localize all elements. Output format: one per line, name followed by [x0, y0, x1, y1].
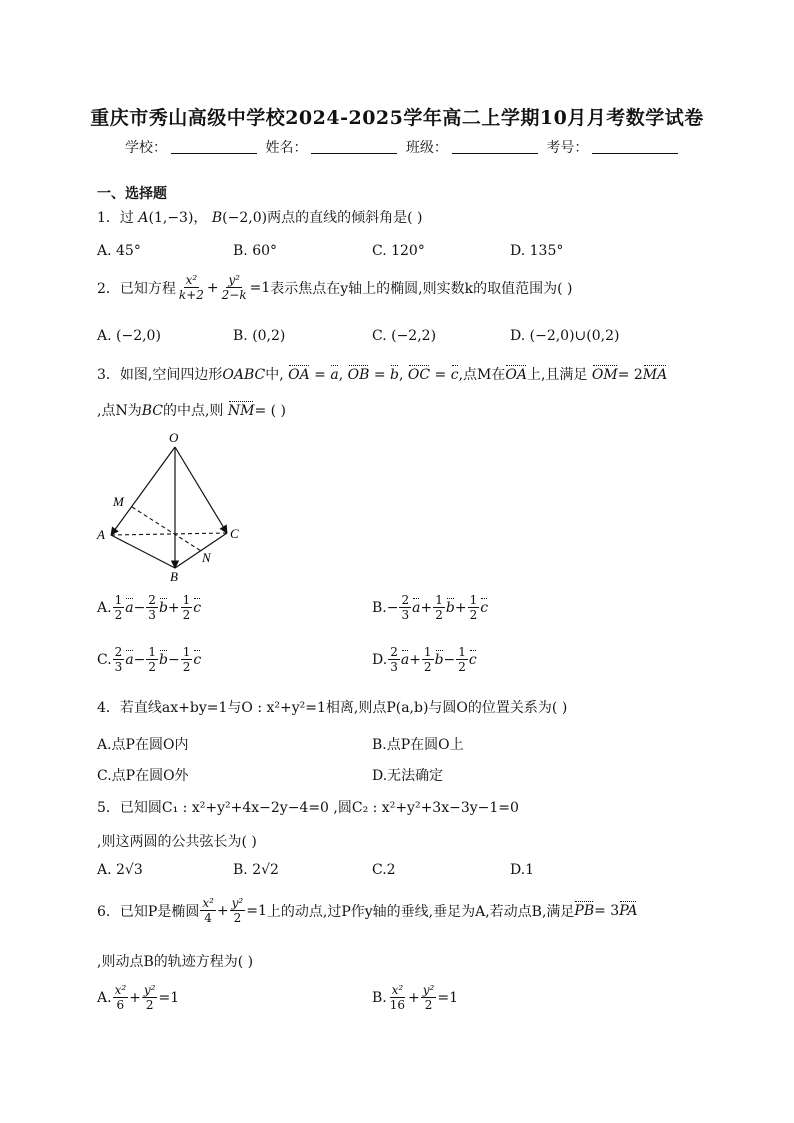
q3-option-c[interactable] — [97, 645, 201, 674]
edge-ab — [111, 535, 175, 568]
q3b-v2: b — [445, 599, 455, 616]
q1-text: 两点的直线的倾斜角是( ) — [267, 210, 423, 226]
q6-eq3: = 3 — [594, 902, 620, 919]
q3-text-6: 的中点,则 — [162, 403, 224, 419]
q2-option-d[interactable]: D. (−2,0)∪(0,2) — [510, 328, 620, 344]
q3-text-7: = ( ) — [254, 403, 287, 419]
q6-f1-den: 4 — [204, 911, 212, 925]
student-info-row — [125, 137, 682, 157]
q1-point-b: B — [211, 210, 223, 226]
q6b-eq: =1 — [437, 989, 458, 1006]
q3-vec-oa: OA — [288, 367, 310, 383]
q6a-d1: 6 — [116, 998, 125, 1012]
q5-option-a[interactable]: A. 2√3 — [97, 862, 143, 878]
q5-option-c[interactable]: C.2 — [372, 862, 396, 878]
q2-option-b[interactable]: B. (0,2) — [233, 328, 286, 344]
q3-vec-c: c — [450, 367, 459, 383]
q3-text-2: 中, — [265, 367, 284, 383]
q3c-c3d: 2 — [182, 660, 191, 674]
q3-option-d[interactable] — [372, 645, 477, 674]
question-3-line-1: 3．如图,空间四边形OABC中, OA = a, OB = b, OC = c,点M在OA上,且满足 OM= 2MA — [97, 367, 668, 383]
q3-text-1: 3．如图,空间四边形 — [97, 367, 223, 383]
label-a: A — [97, 527, 105, 542]
q3-text-3: ,点M在 — [458, 367, 506, 383]
q6b-frac1 — [388, 983, 407, 1012]
q6a-frac2 — [142, 983, 158, 1012]
school-label: 学校： — [125, 140, 167, 156]
q3a-frac1 — [113, 593, 125, 622]
segment-mn — [132, 507, 201, 551]
label-n: N — [202, 550, 211, 565]
q3c-c2n: 1 — [148, 645, 157, 659]
q3d-c3d: 2 — [458, 660, 466, 674]
name-blank[interactable] — [311, 141, 397, 154]
q3c-v2: b — [159, 651, 169, 668]
q3c-c3n: 1 — [182, 645, 191, 659]
q2-frac1-num: x² — [185, 273, 198, 287]
q3c-c2d: 2 — [148, 660, 157, 674]
q3-vec-oc: OC — [407, 367, 431, 383]
q6-opt-a-label: A. — [97, 989, 112, 1006]
q3d-s3: − — [443, 651, 456, 668]
q6b-d1: 16 — [389, 998, 406, 1012]
q3b-frac3 — [468, 593, 480, 622]
q3d-v3: c — [468, 651, 477, 668]
q3c-c1n: 2 — [114, 645, 123, 659]
q1-option-a[interactable]: A. 45° — [97, 243, 141, 259]
q2-plus: + — [206, 279, 219, 296]
q3a-s2: − — [133, 599, 146, 616]
q5-option-d[interactable]: D.1 — [510, 862, 535, 878]
q6a-n2: y² — [143, 983, 156, 997]
q3b-c1n: 2 — [401, 593, 410, 607]
q6-equals: =1 — [246, 902, 267, 919]
q6b-frac2 — [421, 983, 437, 1012]
q3a-c3n: 1 — [182, 593, 191, 607]
q3-vec-a: a — [330, 367, 339, 383]
q1-number: 1．过 — [97, 210, 134, 226]
name-label: 姓名： — [265, 140, 308, 156]
section-heading: 一、选择题 — [97, 186, 167, 202]
q6-text: 上的动点,过P作y轴的垂线,垂足为A,若动点B,满足 — [266, 903, 575, 920]
q2-frac2-den: 2−k — [221, 288, 247, 302]
q6-frac2 — [230, 896, 246, 925]
label-o: O — [169, 430, 179, 445]
q6b-n1: x² — [391, 983, 404, 997]
q6a-d2: 2 — [145, 998, 154, 1012]
q3d-v2: b — [434, 651, 444, 668]
q2-fraction-x — [177, 273, 206, 302]
q1-option-c[interactable]: C. 120° — [372, 243, 425, 259]
q3d-frac2 — [422, 645, 434, 674]
q2-option-c[interactable]: C. (−2,2) — [372, 328, 437, 344]
q6-f2-den: 2 — [233, 911, 242, 925]
exam-number-blank[interactable] — [592, 141, 678, 154]
q4-option-d[interactable]: D.无法确定 — [372, 768, 444, 784]
q3c-s3: − — [168, 651, 180, 668]
q3d-c1d: 3 — [390, 660, 398, 674]
q3-vec-nm: NM — [227, 403, 255, 419]
question-5-line-2: ,则这两圆的公共弦长为( ) — [97, 834, 257, 850]
label-m: M — [113, 494, 124, 509]
q4-option-b[interactable]: B.点P在圆O上 — [372, 737, 464, 753]
q1-separator: ， — [193, 210, 208, 226]
q3a-c3d: 2 — [182, 608, 191, 622]
q6-plus: + — [216, 902, 229, 919]
exam-number-label: 考号： — [546, 140, 589, 156]
q3d-s2: + — [409, 651, 421, 668]
q3b-c2n: 1 — [435, 593, 443, 607]
q3-vec-om: OM — [591, 367, 618, 383]
q3-text-4: 上,且满足 — [526, 367, 588, 383]
q1-option-d[interactable]: D. 135° — [510, 243, 564, 259]
q1-point-b-coord: (−2,0) — [222, 210, 268, 226]
q3-opt-a-label: A. — [97, 599, 112, 616]
q3c-frac3 — [181, 645, 193, 674]
q6b-plus: + — [408, 989, 420, 1006]
q3a-v3: c — [193, 599, 202, 616]
q3a-frac2 — [146, 593, 158, 622]
q3b-c3d: 2 — [469, 608, 478, 622]
q6b-n2: y² — [422, 983, 435, 997]
question-6-line-2: ,则动点B的轨迹方程为( ) — [97, 954, 254, 970]
q3-eq2: = 2 — [617, 367, 643, 383]
question-2 — [97, 273, 572, 302]
q3c-frac1 — [113, 645, 125, 674]
q3c-s2: − — [133, 651, 146, 668]
edge-oc — [175, 447, 227, 533]
q3d-c2n: 1 — [423, 645, 432, 659]
label-c: C — [230, 526, 239, 541]
question-3-line-2 — [97, 400, 286, 420]
school-blank[interactable] — [171, 141, 257, 154]
q3b-c2d: 2 — [435, 608, 443, 622]
q3b-frac2 — [433, 593, 445, 622]
tetrahedron-figure — [95, 425, 255, 585]
q3-text-5: ,点N为 — [97, 403, 142, 419]
q2-frac1-den: k+2 — [178, 288, 204, 302]
q1-option-b[interactable]: B. 60° — [233, 243, 278, 259]
q3b-c1d: 3 — [401, 608, 410, 622]
q3c-v1: a — [125, 651, 134, 668]
q3-option-a[interactable] — [97, 593, 201, 622]
edge-bc — [175, 533, 227, 568]
q6-option-a[interactable] — [97, 983, 179, 1012]
q1-point-a-coord: (1,−3) — [148, 210, 194, 226]
q3c-c1d: 3 — [114, 660, 123, 674]
q3b-c3n: 1 — [469, 593, 478, 607]
q2-equals: =1 — [249, 279, 271, 296]
q3a-c2d: 3 — [148, 608, 156, 622]
q3a-frac3 — [181, 593, 193, 622]
q4-option-c[interactable]: C.点P在圆O外 — [97, 768, 189, 784]
q3-vec-ob: OB — [347, 367, 370, 383]
q6b-d2: 2 — [424, 998, 433, 1012]
q6-f1-num: x² — [202, 896, 214, 910]
q4-option-a[interactable]: A.点P在圆O内 — [97, 737, 189, 753]
question-4: 4．若直线ax+by=1与O : x²+y²=1相离,则点P(a,b)与圆O的位置关系为( ) — [97, 700, 568, 716]
q3b-s3: + — [454, 599, 467, 616]
q3d-frac3 — [456, 645, 468, 674]
q3-vec-b: b — [390, 367, 399, 383]
q3-option-b[interactable] — [372, 593, 488, 622]
q3-vec-oa-2: OA — [505, 367, 527, 383]
q3-vec-ma: MA — [642, 367, 668, 383]
class-label: 班级： — [405, 140, 448, 156]
q2-text: 表示焦点在y轴上的椭圆,则实数k的取值范围为( ) — [270, 280, 573, 297]
q3-oabc: OABC — [222, 367, 266, 383]
q2-option-a[interactable]: A. (−2,0) — [97, 328, 161, 344]
q3a-v1: a — [125, 599, 134, 616]
q3-opt-d-label: D. — [372, 651, 388, 668]
q3c-frac2 — [146, 645, 158, 674]
q5-option-b[interactable]: B. 2√2 — [233, 862, 279, 878]
q6-f2-num: y² — [231, 896, 244, 910]
q3b-s1: − — [386, 599, 399, 616]
q3c-v3: c — [193, 651, 202, 668]
q3b-s2: + — [420, 599, 433, 616]
class-blank[interactable] — [452, 141, 538, 154]
q3d-v1: a — [400, 651, 410, 668]
q6a-plus: + — [129, 989, 141, 1006]
q3b-v1: a — [412, 599, 421, 616]
q6-vec-pa: PA — [619, 902, 638, 919]
q3-opt-c-label: C. — [97, 651, 112, 668]
q6-frac1 — [200, 896, 216, 925]
q3d-c3n: 1 — [458, 645, 466, 659]
q6-option-b[interactable] — [372, 983, 458, 1012]
q3b-frac1 — [399, 593, 411, 622]
q3d-c1n: 2 — [390, 645, 398, 659]
q1-point-a: A — [138, 210, 149, 226]
q6-vec-pb: PB — [574, 902, 595, 919]
q3a-c1d: 2 — [114, 608, 123, 622]
q2-number: 2．已知方程 — [97, 280, 176, 297]
question-1 — [97, 207, 422, 227]
q3a-c2n: 2 — [148, 593, 156, 607]
q3d-frac1 — [388, 645, 400, 674]
label-b: B — [170, 569, 178, 584]
q3a-v2: b — [158, 599, 168, 616]
q2-frac2-num: y² — [228, 273, 240, 287]
q3-opt-b-label: B. — [372, 599, 387, 616]
q6-number: 6．已知P是椭圆 — [97, 903, 200, 920]
q3a-s3: + — [167, 599, 180, 616]
q3a-c1n: 1 — [114, 593, 123, 607]
q2-fraction-y — [220, 273, 249, 302]
q6a-eq: =1 — [158, 989, 180, 1006]
page-title: 重庆市秀山高级中学校2024-2025学年高二上学期10月月考数学试卷 — [90, 107, 704, 129]
q3d-c2d: 2 — [423, 660, 432, 674]
question-6-line-1 — [97, 896, 637, 925]
q3b-v3: c — [480, 599, 489, 616]
q3-bc: BC — [141, 403, 163, 419]
q6-opt-b-label: B. — [372, 989, 387, 1006]
question-5-line-1: 5．已知圆C₁ : x²+y²+4x−2y−4=0 ,圆C₂ : x²+y²+3x−3y−1=0 — [97, 800, 519, 816]
q6a-frac1 — [113, 983, 129, 1012]
edge-ac — [111, 533, 227, 535]
q6a-n1: x² — [114, 983, 127, 997]
edge-oa — [111, 447, 175, 535]
